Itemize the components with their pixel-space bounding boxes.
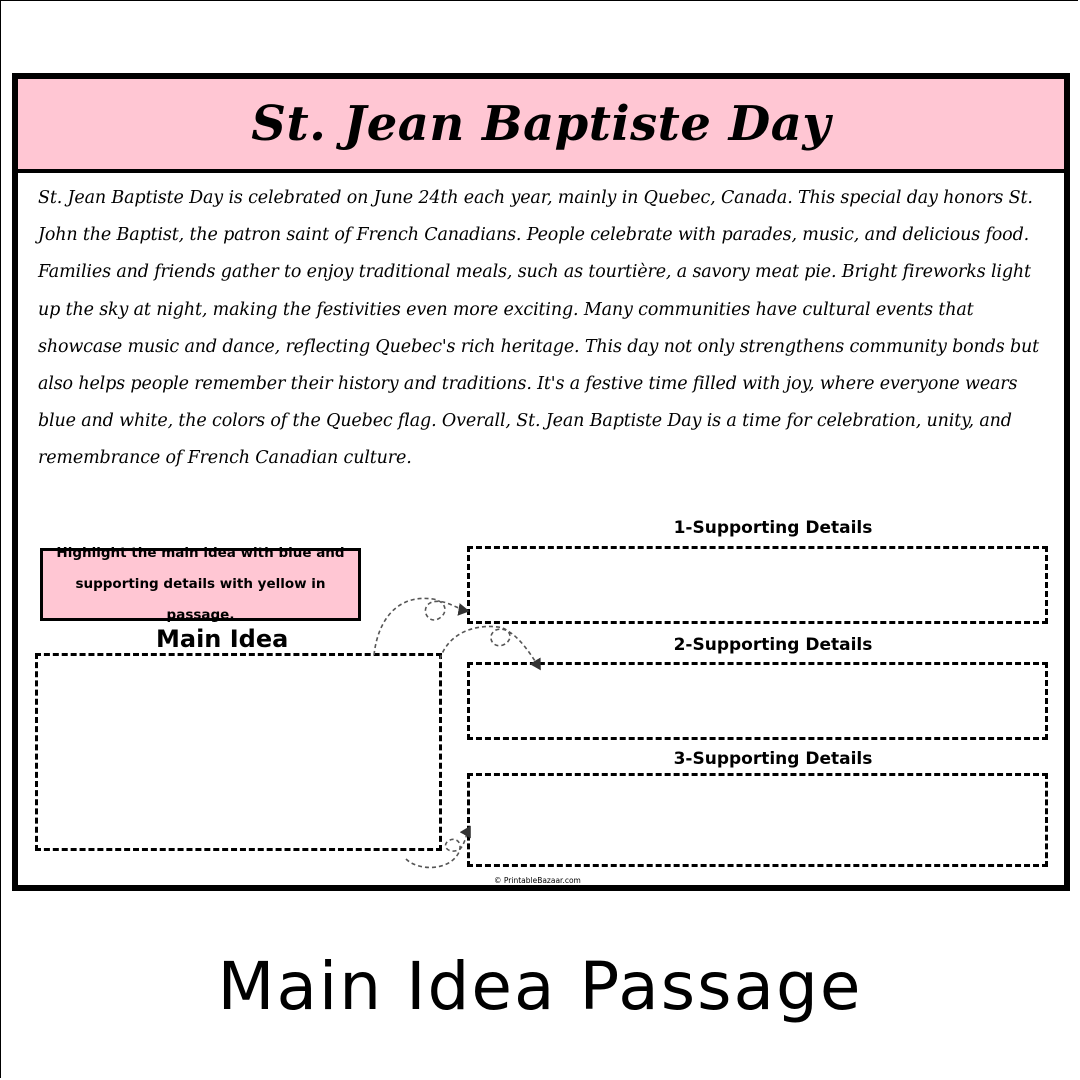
- reading-passage: St. Jean Baptiste Day is celebrated on June 24th each year, mainly in Quebec, Canada. This special day honors St. John the Baptist, the patron saint of French Canadians. People celebrate with parades, music, and delicious food. Families and friends gather to enjoy traditional meals, such as tourtière, a savory meat pie. Bright fireworks light up the sky at night, making the festivities even more exciting. Many communities have cultural events that showcase music and dance, reflecting Quebec's rich heritage. This day not only strengthens community bonds but also helps people remember their history and traditions. It's a festive time filled with joy, where everyone wears blue and white, the colors of the Quebec flag. Overall, St. Jean Baptiste Day is a time for celebration, unity, and remembrance of French Canadian culture.: [38, 188, 1040, 469]
- copyright-text: © PrintableBazaar.com: [494, 876, 581, 885]
- worksheet-title: St. Jean Baptiste Day: [251, 96, 831, 152]
- supporting-detail-1-label: 1-Supporting Details: [673, 518, 873, 538]
- arrow-to-detail-2: [440, 626, 540, 669]
- supporting-detail-2-label: 2-Supporting Details: [673, 635, 873, 655]
- worksheet: [12, 73, 1070, 891]
- caption: Main Idea Passage: [217, 948, 863, 1025]
- instruction-text: Highlight the main idea with blue and supporting details with yellow in passage.: [56, 545, 345, 623]
- arrow-to-detail-3: [406, 827, 470, 867]
- supporting-detail-3-label: 3-Supporting Details: [673, 749, 873, 769]
- connector-arrows: [18, 79, 1064, 885]
- arrow-to-detail-1: [374, 598, 468, 655]
- main-idea-label: Main Idea: [156, 625, 289, 653]
